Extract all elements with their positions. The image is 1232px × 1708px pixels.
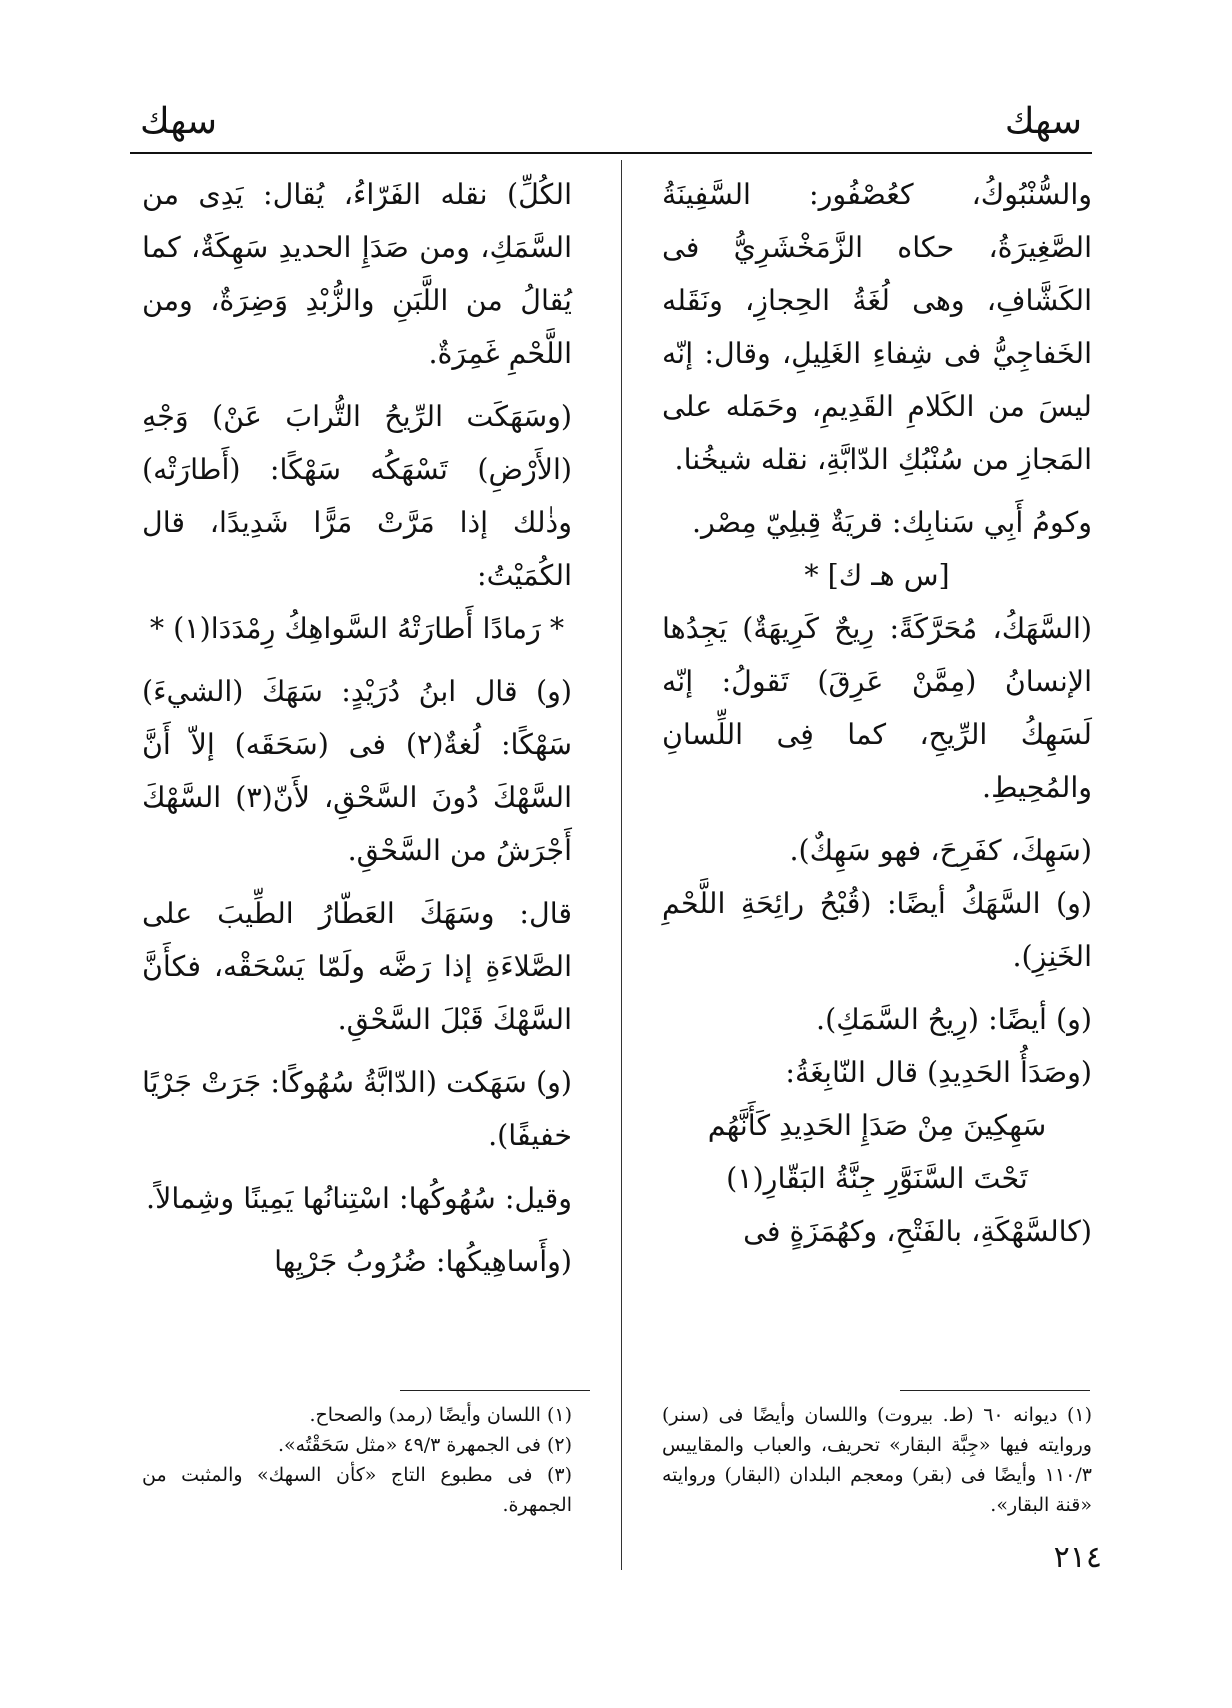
left-column (142, 168, 572, 1288)
paragraph: (سَهِكَ، كفَرِحَ، فهو سَهِكٌ). (789, 834, 1092, 867)
paragraph: وقيل: سُهُوكُها: اسْتِنانُها يَمِينًا وشِمالاً. (146, 1182, 572, 1215)
entry-heading: [س هـ ك] * (804, 559, 950, 592)
footnotes-right (662, 1400, 1092, 1520)
column-divider (621, 160, 622, 1570)
paragraph: (و) سَهَكت (الدّابَّةُ سُهُوكًا: جَرَتْ جَرْيًا خفيفًا). (142, 1066, 572, 1152)
verse-line: * رَمادًا أَطارَتْهُ السَّواهِكُ رِمْدَدَا(١) * (149, 612, 565, 645)
paragraph: قال: وسَهَكَ العَطّارُ الطِّيبَ على الصَّلاءَةِ إذا رَضَّه ولَمّا يَسْحَقْه، فكأَنَّ السَّهْكَ قَبْلَ السَّحْقِ. (142, 897, 572, 1036)
running-header (130, 100, 1092, 154)
paragraph: (وسَهَكَت الرِّيحُ التُّرابَ عَنْ) وَجْهِ (الأَرْضِ) تَسْهَكُه سَهْكًا: (أَطارَتْه) وذٰلك إذا مَرَّتْ مَرًّا شَدِيدًا، قال الكُمَيْتُ: (142, 400, 572, 592)
paragraph: الكُلِّ) نقله الفَرّاءُ، يُقال: يَدِى من السَّمَكِ، ومن صَدَإِ الحديدِ سَهِكَةٌ، كما يُقالُ من اللَّبَنِ والزُّبْدِ وَضِرَةٌ، ومن اللَّحْمِ غَمِرَةٌ. (142, 178, 572, 370)
footnote-rule (900, 1390, 1090, 1391)
paragraph: (وأَساهِيكُها: ضُرُوبُ جَرْيِها (274, 1245, 572, 1278)
paragraph: (و) قال ابنُ دُرَيْدٍ: سَهَكَ (الشيءَ) سَهْكًا: لُغةٌ(٢) فى (سَحَقَه) إلاّ أَنَّ السَّهْكَ دُونَ السَّحْقِ، لأَنّ(٣) السَّهْكَ أَجْرَشُ من السَّحْقِ. (142, 675, 573, 867)
header-word-right: سهك (1004, 101, 1082, 142)
verse-line: سَهِكِينَ مِنْ صَدَإِ الحَدِيدِ كَأَنَّهُم (707, 1109, 1047, 1142)
footnote: (١) ديوانه ٦٠ (ط. بيروت) واللسان وأيضًا فى (سنر) وروايته فيها «جِبَّة البقار» تحريف، والعباب والمقاييس ١١٠/٣ وأيضًا فى (بقر) ومعجم البلدان (البقار) وروايته «قنة البقار». (662, 1404, 1093, 1516)
paragraph: (و) السَّهَكُ أيضًا: (قُبْحُ رائِحَةِ اللَّحْمِ الخَنِزِ). (662, 887, 1092, 973)
paragraph: وكومُ أَبِي سَنابِك: قريَةٌ قِبلِيّ مِصْر. (691, 506, 1092, 539)
header-word-left: سهك (140, 101, 218, 142)
header-rule (130, 152, 1092, 154)
paragraph: (و) أيضًا: (رِيحُ السَّمَكِ). (816, 1003, 1092, 1036)
footnote: (٣) فى مطبوع التاج «كأن السهك» والمثبت من الجمهرة. (142, 1464, 572, 1516)
page-number: ٢١٤ (1053, 1540, 1102, 1575)
verse-line: تَحْتَ السَّنَوَّرِ جِنَّةُ البَقّارِ(١) (726, 1162, 1028, 1195)
footnote: (٢) فى الجمهرة ٤٩/٣ «مثل سَحَقْتُه». (277, 1434, 572, 1456)
footnote: (١) اللسان وأيضًا (رمد) والصحاح. (309, 1404, 572, 1426)
footnotes-left (142, 1400, 572, 1520)
paragraph: (وصَدَأُ الحَدِيدِ) قال النّابِغَةُ: (785, 1056, 1092, 1089)
paragraph: (السَّهَكُ، مُحَرَّكَةً: رِيحٌ كَرِيهَةٌ) يَجِدُها الإنسانُ (مِمَّنْ عَرِقَ) تَقولُ: إنّه لَسَهِكُ الرِّيحِ، كما فِى اللِّسانِ والمُحِيطِ. (662, 612, 1092, 804)
footnote-rule (400, 1390, 590, 1391)
paragraph: والسُّنْبُوكُ، كعُصْفُور: السَّفِينَةُ الصَّغِيرَةُ، حكاه الزَّمَخْشَرِيُّ فى الكَشَّافِ، وهى لُغَةُ الحِجازِ، ونَقَله الخَفاجِيُّ فى شِفاءِ الغَلِيلِ، وقال: إنّه ليسَ من الكَلامِ القَدِيمِ، وحَمَله على المَجازِ من سُنْبُكِ الدّابَّةِ، نقله شيخُنا. (662, 178, 1092, 476)
paragraph: (كالسَّهْكَةِ، بالفَتْحِ، وكهُمَزَةٍ فى (743, 1215, 1092, 1248)
right-column (662, 168, 1092, 1258)
